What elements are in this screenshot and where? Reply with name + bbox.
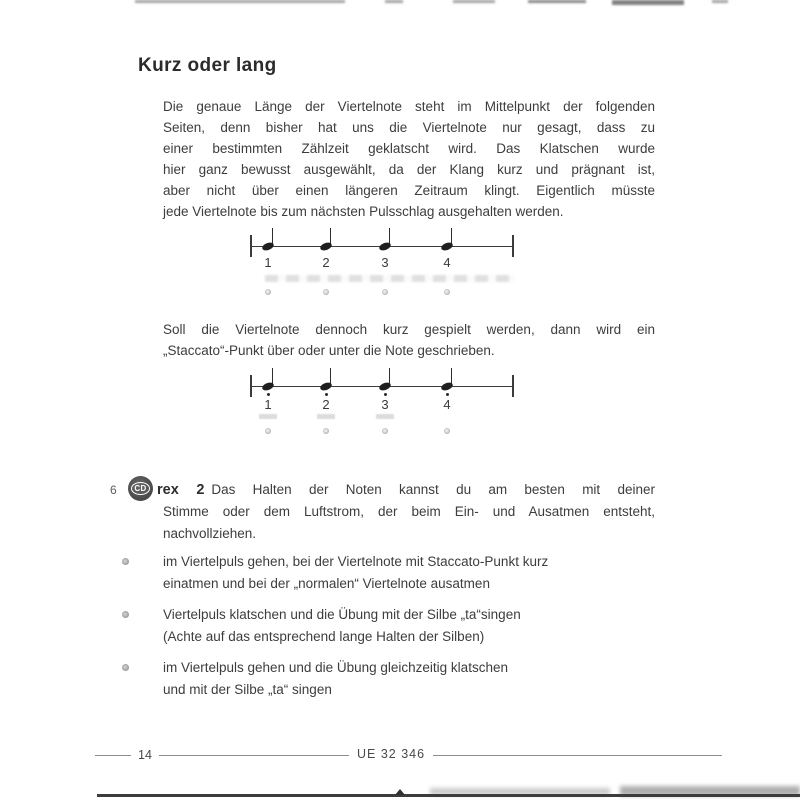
- bullet-line: im Viertelpuls gehen, bei der Viertelnote mit Staccato-Punkt kurz: [163, 554, 549, 569]
- list-item: [120, 657, 670, 701]
- paragraph-line: einer bestimmten Zählzeit geklatscht wird. Das Klatschen wurde: [163, 141, 655, 156]
- edition-number: UE 32 346: [349, 747, 433, 761]
- staff-endbar: [512, 375, 514, 397]
- bullet-text: [163, 551, 668, 595]
- margin-track-number: 6: [110, 483, 117, 497]
- paragraph-line: jede Viertelnote bis zum nächsten Pulsschlag ausgehalten werden.: [163, 204, 564, 219]
- paragraph-line: Soll die Viertelnote dennoch kurz gespielt werden, dann wird ein: [163, 322, 655, 337]
- paragraph-line-text: Das Halten der Noten kannst du am besten mit deiner: [211, 482, 655, 497]
- quarter-note: [261, 381, 275, 392]
- paragraph-line: hier ganz bewusst ausgewählt, da der Klang kurz und prägnant ist,: [163, 162, 655, 177]
- scan-artifact-top: [453, 0, 495, 3]
- scan-artifact-top: [385, 0, 403, 3]
- paragraph-line: nachvollziehen.: [163, 526, 257, 541]
- quarter-note: [319, 381, 333, 392]
- staff-endbar: [250, 235, 252, 257]
- beat-number: 1: [264, 397, 272, 412]
- pulse-dot: [265, 428, 271, 434]
- bullet-text: [163, 657, 668, 701]
- paragraph-cd-exercise: [157, 479, 655, 545]
- cd-icon: [128, 476, 153, 501]
- staff-endbar: [512, 235, 514, 257]
- paragraph-line: Die genaue Länge der Viertelnote steht im Mittelpunkt der folgenden: [163, 99, 655, 114]
- paragraph-line: aber nicht über einen längeren Zeitraum klingt. Eigentlich müsste: [163, 183, 655, 198]
- bullet-line: einatmen und bei der „normalen“ Viertelnote ausatmen: [163, 576, 490, 591]
- cd-icon-label: CD: [131, 482, 150, 495]
- bullet-line: Viertelpuls klatschen und die Übung mit der Silbe „ta“singen: [163, 607, 521, 622]
- paragraph-line: Seiten, denn bisher hat uns die Viertelnote nur gesagt, dass zu: [163, 120, 655, 135]
- pulse-dot: [444, 289, 450, 295]
- bullet-icon: [122, 611, 129, 618]
- beat-number: 1: [264, 255, 272, 270]
- bullet-line: im Viertelpuls gehen und die Übung gleichzeitig klatschen: [163, 660, 508, 675]
- bullet-line: und mit der Silbe „ta“ singen: [163, 682, 332, 697]
- scan-artifact-top: [612, 0, 684, 5]
- rhythm-staff-plain: [248, 224, 518, 304]
- staff-endbar: [250, 375, 252, 397]
- bullet-icon: [122, 558, 129, 565]
- quarter-note: [378, 381, 392, 392]
- list-item: [120, 604, 670, 648]
- paragraph-staccato: [163, 319, 655, 361]
- print-showthrough: [376, 414, 394, 419]
- staccato-dot: [325, 393, 328, 396]
- list-item: [120, 551, 670, 595]
- page-number: 14: [131, 748, 159, 762]
- quarter-note: [319, 241, 333, 252]
- beat-number: 3: [381, 397, 389, 412]
- paragraph-line: Stimme oder dem Luftstrom, der beim Ein- und Ausatmen entsteht,: [163, 504, 655, 519]
- cd-track-label: rex 2: [157, 482, 205, 498]
- scan-artifact-top: [712, 0, 728, 3]
- bullet-line: (Achte auf das entsprechend lange Halten der Silben): [163, 629, 485, 644]
- bullet-icon: [122, 664, 129, 671]
- pulse-dot: [265, 289, 271, 295]
- beat-number: 2: [322, 255, 330, 270]
- paragraph-line: [157, 479, 655, 501]
- print-showthrough: [317, 414, 335, 419]
- pulse-dot: [382, 428, 388, 434]
- paragraph-intro: [163, 96, 655, 222]
- quarter-note: [378, 241, 392, 252]
- scan-artifact-top: [528, 0, 586, 3]
- page-title: Kurz oder lang: [138, 55, 277, 76]
- pulse-dot: [444, 428, 450, 434]
- beat-number: 2: [322, 397, 330, 412]
- scan-artifact-bottom: [97, 794, 800, 797]
- staccato-dot: [267, 393, 270, 396]
- paragraph-line: „Staccato“-Punkt über oder unter die Note geschrieben.: [163, 343, 495, 358]
- staccato-dot: [446, 393, 449, 396]
- pulse-dot: [323, 428, 329, 434]
- quarter-note: [440, 381, 454, 392]
- scan-artifact-bottom: [395, 789, 405, 795]
- beat-number: 4: [443, 255, 451, 270]
- beat-number: 4: [443, 397, 451, 412]
- rhythm-staff-staccato: [248, 364, 518, 444]
- bullet-text: [163, 604, 668, 648]
- scan-artifact-top: [135, 0, 345, 3]
- pulse-dot: [323, 289, 329, 295]
- print-showthrough: [265, 275, 515, 282]
- quarter-note: [261, 241, 275, 252]
- quarter-note: [440, 241, 454, 252]
- beat-number: 3: [381, 255, 389, 270]
- print-showthrough: [259, 414, 277, 419]
- pulse-dot: [382, 289, 388, 295]
- staccato-dot: [384, 393, 387, 396]
